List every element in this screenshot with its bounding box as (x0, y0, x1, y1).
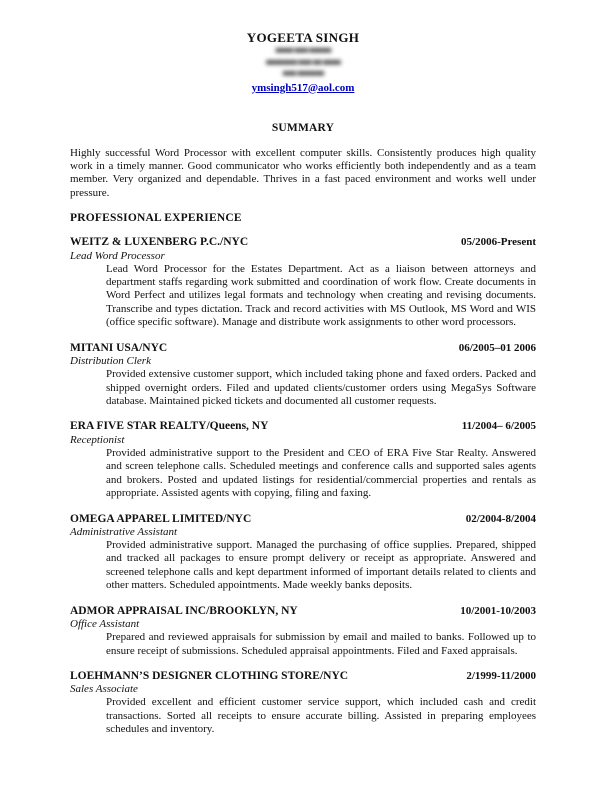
job-title: Office Assistant (70, 618, 140, 631)
job-dates: 02/2004-8/2004 (465, 512, 536, 525)
email-line (70, 82, 536, 95)
job-title: Distribution Clerk (70, 355, 151, 368)
job-dates: 05/2006-Present (461, 236, 536, 249)
job-description: Lead Word Processor for the Estates Department. Act as a liaison between attorneys and department staffs regarding work submitted and coordination of work flow. Create documents in Word Perfect and utilizes legal formats and technology when creating and revising documents. Transcribe and types dictation. Track and record activities with MS Outlook, MS Word and WIS (office specific software). Manage and distribute work assignments to other word processors. (106, 262, 536, 329)
job-company: MITANI USA/NYC (70, 341, 168, 354)
job-dates: 2/1999-11/2000 (466, 669, 536, 682)
job-entry (70, 513, 536, 593)
experience-heading: PROFESSIONAL EXPERIENCE (70, 212, 242, 225)
job-head (70, 670, 536, 684)
job-description: Provided excellent and efficient customer service support, which included cash and credit transactions. Sorted all receipts to ensure accurate billing. Assisted in preparing employees schedules and inventory. (106, 696, 536, 736)
job-list (70, 236, 536, 737)
job-description: Prepared and reviewed appraisals for submission by email and mailed to banks. Followed up to ensure receipt of submissions. Scheduled appraisal appointments. Filed and Faxed appraisals. (106, 631, 536, 657)
job-description: Provided administrative support to the President and CEO of ERA Five Star Realty. Answered and screen telephone calls. Scheduled meetings and conference calls and supported sales agents and brokers. Posted and updated listings for residential/commercial properties and rentals as appropriate. Assisted agents with copying, filing and faxing. (106, 446, 536, 500)
candidate-name: YOGEETA SINGH (246, 30, 360, 45)
job-entry (70, 342, 536, 409)
job-head (70, 236, 536, 250)
job-entry (70, 605, 536, 658)
job-company: ADMOR APPRAISAL INC/BROOKLYN, NY (70, 604, 298, 617)
email-link[interactable]: ymsingh517@aol.com (251, 81, 355, 94)
job-head (70, 513, 536, 527)
job-head (70, 420, 536, 434)
redacted-address-line: ■■■■ ■■■ ■■■■■ (275, 45, 331, 55)
job-description: Provided extensive customer support, which included taking phone and faxed orders. Packed and shipped overnight orders. Filed and updated clients/customer orders using MegaSys Software database. Maintained picked tickets and documented all customer requests. (106, 368, 536, 407)
job-company: ERA FIVE STAR REALTY/Queens, NY (70, 420, 269, 433)
job-entry (70, 236, 536, 330)
job-dates: 11/2004– 6/2005 (461, 420, 536, 433)
job-title: Receptionist (70, 433, 125, 446)
job-title: Administrative Assistant (70, 526, 178, 538)
summary-heading: SUMMARY (271, 121, 335, 134)
job-dates: 06/2005–01 2006 (458, 341, 536, 354)
job-entry (70, 670, 536, 737)
job-description: Provided administrative support. Managed the purchasing of office supplies. Prepared, shipped and tracked all packages to ensure prompt delivery or receipt as appropriate. Answered and screened telephone calls and kept department informed of important details related to clients and other matters. Scheduled appointments. Made weekly banks deposits. (106, 539, 536, 592)
summary-text: Highly successful Word Processor with excellent computer skills. Consistently produces high quality work in a timely manner. Good communicator who works efficiently both independently and as a team member. Very organized and dependable. Thrives in a fast paced environment and works well under pressure. (70, 146, 536, 199)
job-title: Sales Associate (70, 683, 138, 696)
redacted-phone-line: ■■■ ■■■■■■ (282, 68, 324, 78)
job-company: LOEHMANN’S DESIGNER CLOTHING STORE/NYC (70, 669, 349, 682)
job-head (70, 605, 536, 619)
job-entry (70, 420, 536, 500)
job-company: WEITZ & LUXENBERG P.C./NYC (70, 236, 249, 249)
job-company: OMEGA APPAREL LIMITED/NYC (70, 512, 252, 525)
job-head (70, 342, 536, 356)
resume-header (70, 30, 536, 95)
job-title: Lead Word Processor (70, 249, 165, 262)
redacted-city-line: ■■■■■■■ ■■■ ■■ ■■■■ (265, 56, 341, 67)
job-dates: 10/2001-10/2003 (460, 604, 536, 617)
